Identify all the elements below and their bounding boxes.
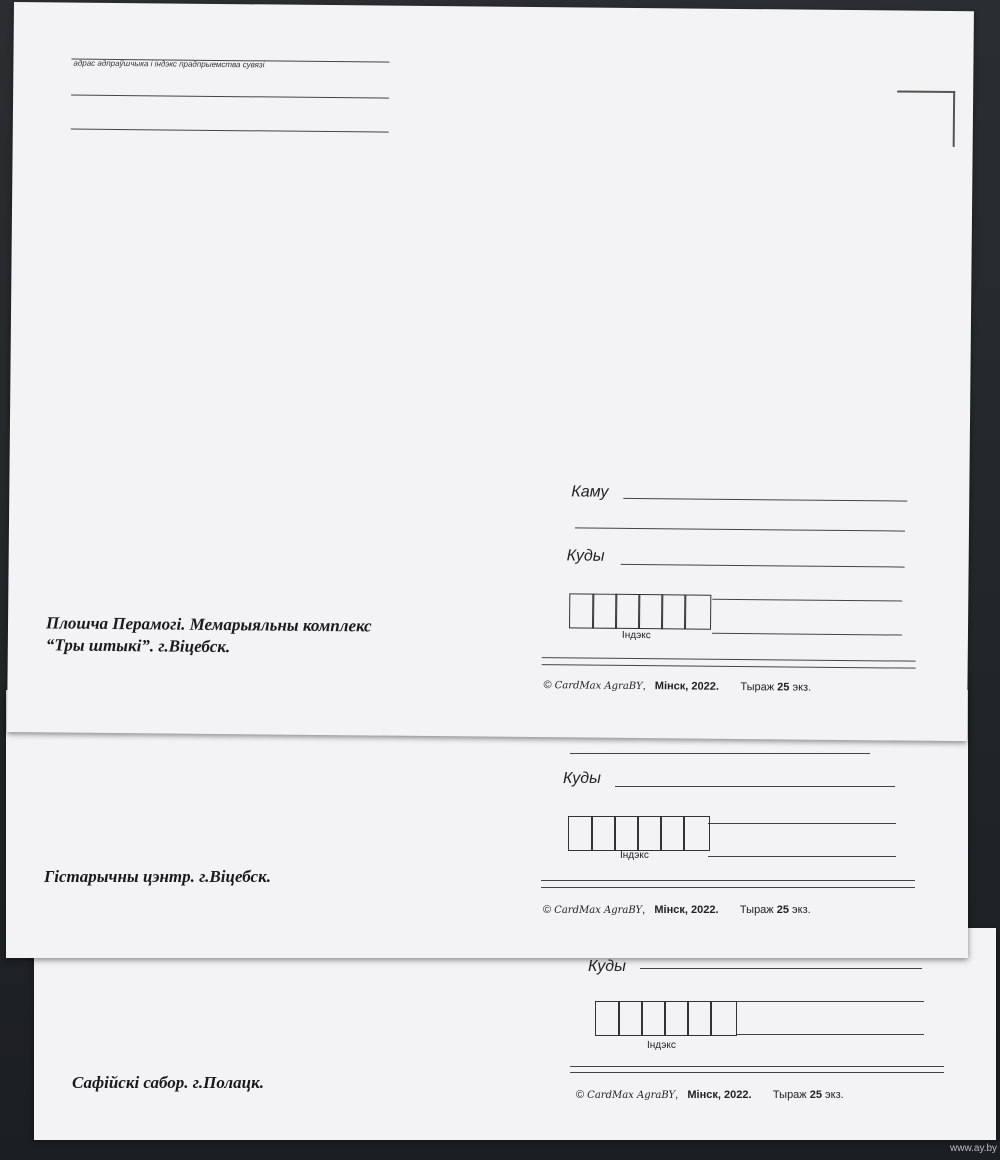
- to-line: [575, 527, 905, 531]
- where-line: [621, 564, 905, 568]
- to-line: [570, 753, 870, 754]
- where-label: Куды: [563, 770, 601, 787]
- print-run-unit: экз.: [792, 904, 811, 916]
- index-digit-box: [638, 594, 663, 629]
- index-digit-box: [618, 1001, 643, 1036]
- postcard-caption-line1: Плошча Перамогі. Мемарыяльны комплекс: [45, 613, 372, 636]
- stamp-area-corner: [897, 90, 956, 147]
- footer-rule: [541, 880, 915, 881]
- footer-rule: [541, 887, 915, 888]
- publisher-footer: © CardMax AgraBY, Мінск, 2022. Тыраж 25 экз.: [576, 1089, 844, 1101]
- index-digit-box: [595, 1001, 620, 1036]
- index-label: Індэкс: [647, 1040, 676, 1051]
- footer-rule: [542, 664, 916, 669]
- city-year: Мінск, 2022.: [687, 1089, 752, 1101]
- print-run-label: Тыраж: [740, 681, 775, 694]
- publisher-brand: CardMax AgraBY: [554, 905, 643, 916]
- print-run-unit: экз.: [792, 681, 812, 694]
- print-run-value: 25: [777, 681, 790, 694]
- copyright-symbol: ©: [543, 679, 552, 692]
- index-digit-box: [591, 816, 616, 851]
- city-year: Мінск, 2022.: [654, 680, 720, 693]
- index-digit-box: [592, 594, 617, 629]
- index-label: Індэкс: [621, 629, 651, 642]
- to-label: Каму: [571, 483, 609, 501]
- index-digit-box: [615, 594, 640, 629]
- address-line: [708, 856, 896, 857]
- print-run-value: 25: [776, 904, 789, 916]
- index-digit-box: [683, 816, 710, 851]
- index-label: Індэкс: [620, 850, 649, 861]
- site-watermark: www.ay.by: [950, 1143, 998, 1154]
- index-digit-box: [710, 1001, 737, 1036]
- index-digit-box: [687, 1001, 712, 1036]
- to-line: [623, 498, 907, 502]
- index-digit-box: [684, 594, 711, 629]
- index-digit-box: [661, 594, 686, 629]
- print-run-value: 25: [809, 1089, 822, 1101]
- address-line: [712, 599, 902, 602]
- where-line: [640, 968, 922, 969]
- publisher-brand: CardMax AgraBY: [554, 680, 643, 693]
- postcard-caption: Сафійскі сабор. г.Полацк.: [72, 1073, 264, 1092]
- copyright-symbol: ©: [576, 1089, 585, 1101]
- postcard-caption-line2: “Тры штыкі”. г.Віцебск.: [45, 635, 231, 657]
- print-run-label: Тыраж: [739, 904, 774, 916]
- postcard-sofia-cathedral: [34, 928, 996, 1140]
- address-line: [708, 823, 896, 824]
- city-year: Мінск, 2022.: [654, 904, 719, 916]
- publisher-footer: © CardMax AgraBY, Мінск, 2022. Тыраж 25 экз.: [543, 679, 812, 694]
- where-label: Куды: [566, 547, 605, 565]
- address-line: [712, 633, 902, 636]
- index-digit-box: [660, 816, 685, 851]
- postcard-caption: Гістарычны цэнтр. г.Віцебск.: [44, 867, 271, 886]
- index-digit-box: [569, 593, 594, 628]
- print-run-unit: экз.: [825, 1089, 844, 1101]
- index-digit-box: [568, 816, 593, 851]
- publisher-brand: CardMax AgraBY: [587, 1090, 676, 1101]
- index-digit-box: [637, 816, 662, 851]
- index-digit-box: [641, 1001, 666, 1036]
- footer-rule: [570, 1072, 944, 1073]
- sender-line: [71, 95, 389, 99]
- sender-line: [71, 129, 389, 133]
- where-line: [615, 786, 895, 787]
- print-run-label: Тыраж: [772, 1089, 807, 1101]
- footer-rule: [542, 657, 916, 662]
- where-label: Куды: [588, 958, 626, 975]
- index-digit-box: [664, 1001, 689, 1036]
- address-line: [736, 1001, 924, 1002]
- copyright-symbol: ©: [543, 904, 552, 916]
- address-line: [736, 1034, 924, 1035]
- postcard-victory-square: [7, 2, 974, 741]
- sender-address-label: адрас адпраўшчыка і індэкс прадпрыемства сувязі: [73, 58, 265, 70]
- footer-rule: [570, 1066, 944, 1067]
- index-digit-box: [614, 816, 639, 851]
- publisher-footer: © CardMax AgraBY, Мінск, 2022. Тыраж 25 экз.: [543, 904, 811, 916]
